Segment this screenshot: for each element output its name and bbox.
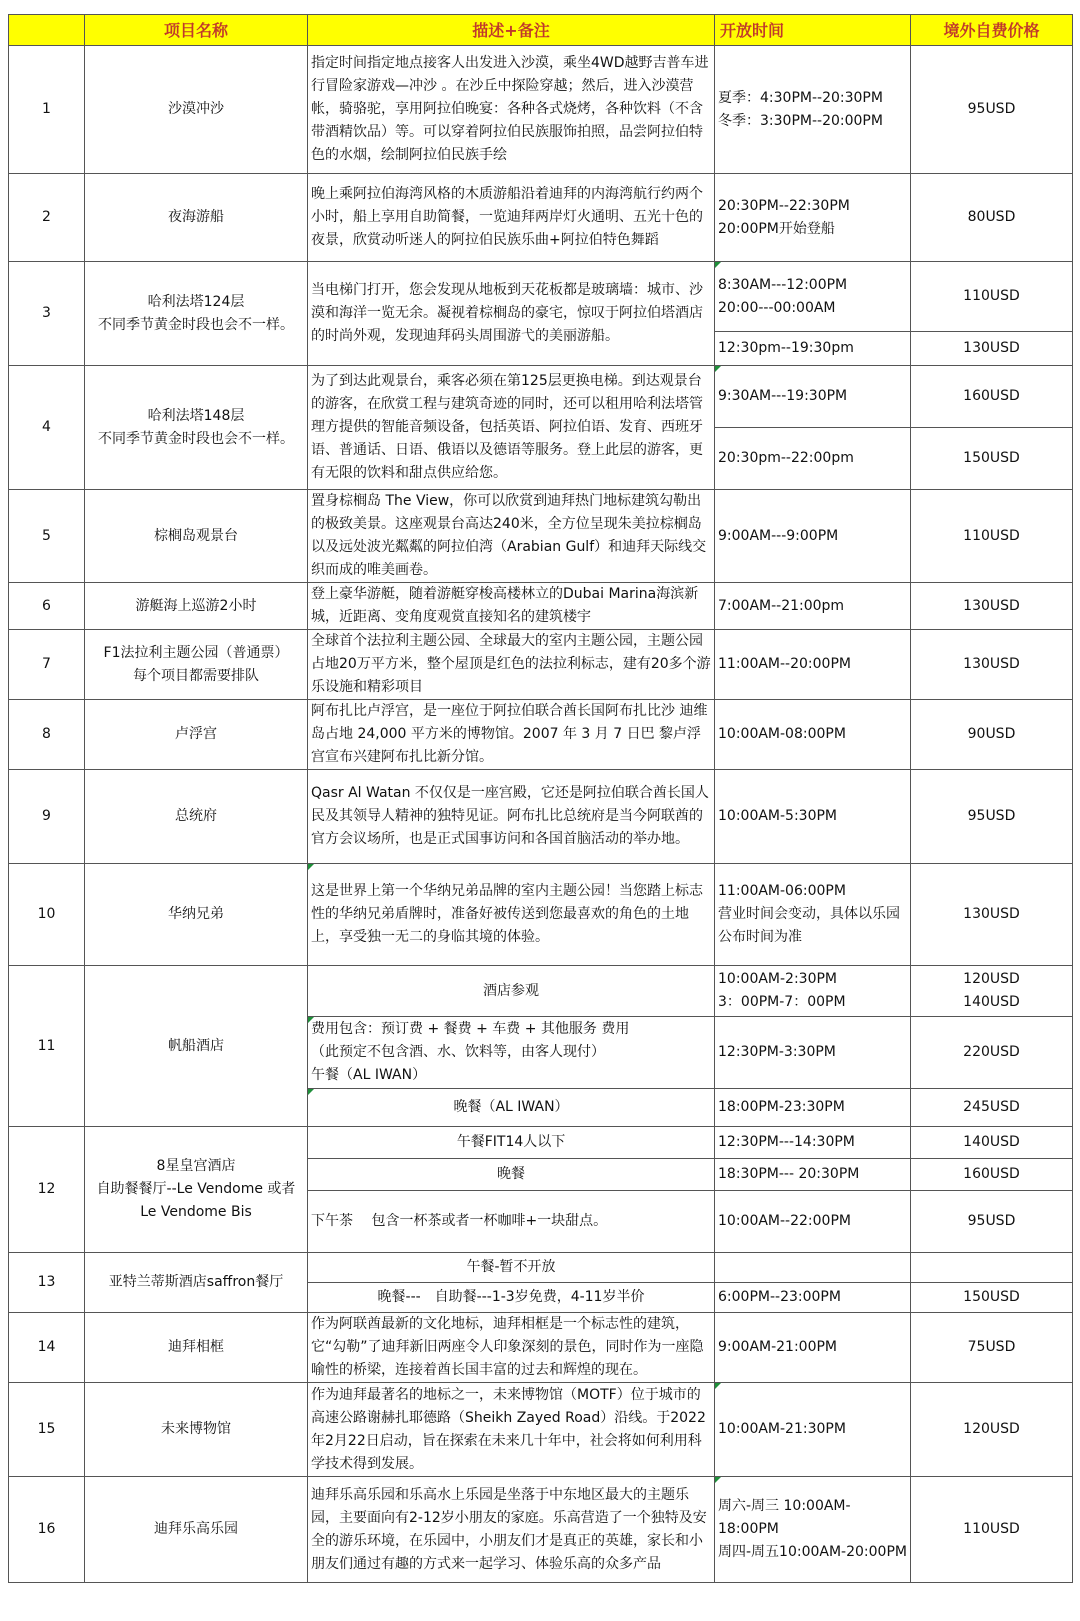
price: 110USD	[911, 262, 1073, 332]
name-line: 每个项目都需要排队	[133, 667, 259, 684]
sub-item-line: 午餐（AL IWAN）	[311, 1067, 427, 1083]
price: 130USD	[911, 583, 1073, 630]
item-name: 迪拜相框	[85, 1313, 308, 1383]
opening-time: 9:00AM---9:00PM	[715, 490, 911, 583]
time-line: 8:30AM---12:00PM	[718, 276, 848, 293]
row-number: 5	[9, 490, 85, 583]
name-line: 哈利法塔124层	[147, 293, 245, 310]
opening-time: 10:00AM-5:30PM	[715, 770, 911, 864]
price: 150USD	[911, 1283, 1073, 1313]
opening-time-empty	[715, 1253, 911, 1283]
price: 110USD	[911, 490, 1073, 583]
opening-time: 12:30pm--19:30pm	[715, 332, 911, 366]
row-number: 9	[9, 770, 85, 864]
name-line: 哈利法塔148层	[147, 407, 245, 424]
item-name: 游艇海上巡游2小时	[85, 583, 308, 630]
sub-item: 午餐FIT14人以下	[308, 1127, 715, 1159]
price: 245USD	[911, 1089, 1073, 1127]
price: 160USD	[911, 366, 1073, 428]
price-line: 140USD	[963, 994, 1020, 1010]
name-line: 不同季节黄金时段也会不一样。	[98, 430, 294, 447]
price: 130USD	[911, 332, 1073, 366]
table-row	[9, 583, 1073, 630]
item-name: 夜海游船	[85, 174, 308, 262]
row-number: 3	[9, 262, 85, 366]
sub-item-line: 费用包含：预订费 + 餐费 + 车费 + 其他服务 费用	[311, 1021, 630, 1037]
time-line: 周四-周五10:00AM-20:00PM	[718, 1544, 907, 1560]
sub-item: 晚餐（AL IWAN）	[308, 1089, 715, 1127]
opening-time: 6:00PM--23:00PM	[715, 1283, 911, 1313]
time-line: 营业时间会变动，具体以乐园公布时间为准	[718, 906, 900, 945]
row-number: 6	[9, 583, 85, 630]
opening-time	[715, 966, 911, 1017]
table-row	[9, 630, 1073, 700]
table-row	[9, 864, 1073, 966]
item-description: Qasr Al Watan 不仅仅是一座宫殿，它还是阿拉伯联合酋长国人民及其领导人精神的独特见证。阿布扎比总统府是当今阿联酋的官方会议场所，也是正式国事访问和各国首脑活动的举办地。	[308, 770, 715, 864]
table-row	[9, 1477, 1073, 1583]
price: 140USD	[911, 1127, 1073, 1159]
time-line: 冬季：3:30PM--20:00PM	[718, 112, 883, 129]
price: 160USD	[911, 1159, 1073, 1191]
table-row	[9, 366, 1073, 428]
item-name: 沙漠冲沙	[85, 46, 308, 174]
price	[911, 966, 1073, 1017]
opening-time: 10:00AM--22:00PM	[715, 1191, 911, 1253]
price: 95USD	[911, 770, 1073, 864]
header-no	[9, 15, 85, 46]
item-name	[85, 366, 308, 490]
item-description: 为了到达此观景台，乘客必须在第125层更换电梯。到达观景台的游客，在欣赏工程与建筑奇迹的同时，还可以租用哈利法塔管理方提供的智能音频设备，包括英语、阿拉伯语、发育、西班牙语、普通话、日语、俄语以及德语等服务。登上此层的游客，更有无限的饮料和甜点供应给您。	[308, 366, 715, 490]
item-description: 阿布扎比卢浮宫，是一座位于阿拉伯联合酋长国阿布扎比沙 迪维岛占地 24,000 平方米的博物馆。2007 年 3 月 7 日巴 黎卢浮宫宣布兴建阿布扎比新分馆。	[308, 700, 715, 770]
row-number: 14	[9, 1313, 85, 1383]
table-row	[9, 1383, 1073, 1477]
price: 95USD	[911, 1191, 1073, 1253]
item-description: 当电梯门打开，您会发现从地板到天花板都是玻璃墙：城市、沙漠和海洋一览无余。凝视着棕榈岛的豪宅，惊叹于阿拉伯塔酒店的时尚外观，发现迪拜码头周围游弋的美丽游船。	[308, 262, 715, 366]
price: 130USD	[911, 630, 1073, 700]
row-number: 16	[9, 1477, 85, 1583]
opening-time	[715, 1477, 911, 1583]
table-row	[9, 262, 1073, 332]
row-number: 11	[9, 966, 85, 1127]
price: 95USD	[911, 46, 1073, 174]
item-description: 作为迪拜最著名的地标之一，未来博物馆（MOTF）位于城市的高速公路谢赫扎耶德路（Sheikh Zayed Road）沿线。于2022年2月22日启动，旨在探索在未来几十年中，社会将如何利用科学技术得到发展。	[308, 1383, 715, 1477]
opening-time	[715, 46, 911, 174]
name-line: Le Vendome Bis	[140, 1204, 252, 1220]
opening-time: 7:00AM--21:00pm	[715, 583, 911, 630]
table-row	[9, 46, 1073, 174]
sub-item: 晚餐--- 自助餐---1-3岁免费，4-11岁半价	[308, 1283, 715, 1313]
price: 220USD	[911, 1017, 1073, 1089]
item-name: 亚特兰蒂斯酒店saffron餐厅	[85, 1253, 308, 1313]
price-table	[8, 14, 1073, 1583]
time-line: 11:00AM-06:00PM	[718, 883, 846, 899]
header-desc: 描述+备注	[308, 15, 715, 46]
opening-time: 12:30PM---14:30PM	[715, 1127, 911, 1159]
header-price: 境外自费价格	[911, 15, 1073, 46]
opening-time: 9:00AM-21:00PM	[715, 1313, 911, 1383]
item-description: 全球首个法拉利主题公园、全球最大的室内主题公园，主题公园占地20万平方米，整个屋顶是红色的法拉利标志，建有20多个游乐设施和精彩项目	[308, 630, 715, 700]
row-number: 2	[9, 174, 85, 262]
price-line: 120USD	[963, 971, 1020, 987]
time-line: 周六-周三 10:00AM-18:00PM	[718, 1498, 851, 1537]
item-description: 迪拜乐高乐园和乐高水上乐园是坐落于中东地区最大的主题乐园，主要面向有2-12岁小朋友的家庭。乐高营造了一个独特及安全的游乐环境，在乐园中，小朋友们才是真正的英雄，家长和小朋友们通过有趣的方式来一起学习、体验乐高的众多产品	[308, 1477, 715, 1583]
opening-time	[715, 864, 911, 966]
item-description: 晚上乘阿拉伯海湾风格的木质游船沿着迪拜的内海湾航行约两个小时，船上享用自助简餐，一览迪拜两岸灯火通明、五光十色的夜景，欣赏动听迷人的阿拉伯民族乐曲+阿拉伯特色舞蹈	[308, 174, 715, 262]
price: 150USD	[911, 428, 1073, 490]
sub-item: 午餐-暂不开放	[308, 1253, 715, 1283]
row-number: 15	[9, 1383, 85, 1477]
item-name	[85, 262, 308, 366]
opening-time: 10:00AM-08:00PM	[715, 700, 911, 770]
opening-time: 9:30AM---19:30PM	[715, 366, 911, 428]
sub-item	[308, 1017, 715, 1089]
opening-time: 18:30PM--- 20:30PM	[715, 1159, 911, 1191]
time-line: 20:30PM--22:30PM	[718, 197, 850, 214]
item-name	[85, 630, 308, 700]
name-line: 8星皇宫酒店	[156, 1158, 236, 1174]
row-number: 7	[9, 630, 85, 700]
name-line: F1法拉利主题公园（普通票）	[103, 644, 289, 661]
opening-time: 12:30PM-3:30PM	[715, 1017, 911, 1089]
item-name: 总统府	[85, 770, 308, 864]
price: 90USD	[911, 700, 1073, 770]
item-name: 迪拜乐高乐园	[85, 1477, 308, 1583]
table-row	[9, 966, 1073, 1017]
header-row	[9, 15, 1073, 46]
item-name: 帆船酒店	[85, 966, 308, 1127]
price-empty	[911, 1253, 1073, 1283]
opening-time: 18:00PM-23:30PM	[715, 1089, 911, 1127]
table-row	[9, 1253, 1073, 1283]
opening-time	[715, 174, 911, 262]
time-line: 20:00PM开始登船	[718, 220, 835, 237]
opening-time: 11:00AM--20:00PM	[715, 630, 911, 700]
table-row	[9, 490, 1073, 583]
table-row	[9, 770, 1073, 864]
item-description: 作为阿联酋最新的文化地标，迪拜相框是一个标志性的建筑，它“勾勒”了迪拜新旧两座令人印象深刻的景色，同时作为一座隐喻性的桥梁，连接着酋长国丰富的过去和辉煌的现在。	[308, 1313, 715, 1383]
price: 120USD	[911, 1383, 1073, 1477]
time-line: 10:00AM-2:30PM	[718, 971, 838, 987]
name-line: 不同季节黄金时段也会不一样。	[98, 316, 294, 333]
time-line: 夏季：4:30PM--20:30PM	[718, 89, 883, 106]
header-name: 项目名称	[85, 15, 308, 46]
sub-item: 晚餐	[308, 1159, 715, 1191]
opening-time: 10:00AM-21:30PM	[715, 1383, 911, 1477]
price: 130USD	[911, 864, 1073, 966]
time-line: 3：00PM-7：00PM	[718, 994, 846, 1010]
row-number: 12	[9, 1127, 85, 1253]
table-row	[9, 174, 1073, 262]
opening-time	[715, 262, 911, 332]
item-description: 指定时间指定地点接客人出发进入沙漠，乘坐4WD越野吉普车进行冒险家游戏—冲沙 。在沙丘中探险穿越；然后，进入沙漠营帐，骑骆驼，享用阿拉伯晚宴：各种各式烧烤，各种饮料（不含带酒精饮品）等。可以穿着阿拉伯民族服饰拍照，品尝阿拉伯特色的水烟，绘制阿拉伯民族手绘	[308, 46, 715, 174]
opening-time: 20:30pm--22:00pm	[715, 428, 911, 490]
price: 80USD	[911, 174, 1073, 262]
item-description: 登上豪华游艇，随着游艇穿梭高楼林立的Dubai Marina海滨新城，近距离、变角度观赏直接知名的建筑楼宇	[308, 583, 715, 630]
name-line: 自助餐餐厅--Le Vendome 或者	[96, 1181, 296, 1197]
table-row	[9, 1127, 1073, 1159]
sub-item-line: （此预定不包含酒、水、饮料等，由客人现付）	[311, 1044, 605, 1060]
table-row	[9, 700, 1073, 770]
item-name: 华纳兄弟	[85, 864, 308, 966]
item-description: 置身棕榈岛 The View，你可以欣赏到迪拜热门地标建筑勾勒出的极致美景。这座观景台高达240米，全方位呈现朱美拉棕榈岛以及远处波光粼粼的阿拉伯湾（Arabian Gulf）和迪拜天际线交织而成的唯美画卷。	[308, 490, 715, 583]
item-name	[85, 1127, 308, 1253]
sub-item: 下午茶 包含一杯茶或者一杯咖啡+一块甜点。	[308, 1191, 715, 1253]
price: 110USD	[911, 1477, 1073, 1583]
item-name: 未来博物馆	[85, 1383, 308, 1477]
row-number: 8	[9, 700, 85, 770]
sub-item: 酒店参观	[308, 966, 715, 1017]
item-description: 这是世界上第一个华纳兄弟品牌的室内主题公园！当您踏上标志性的华纳兄弟盾牌时，准备好被传送到您最喜欢的角色的土地上，享受独一无二的身临其境的体验。	[308, 864, 715, 966]
table-row	[9, 1313, 1073, 1383]
row-number: 13	[9, 1253, 85, 1313]
row-number: 1	[9, 46, 85, 174]
price: 75USD	[911, 1313, 1073, 1383]
header-time: 开放时间	[715, 15, 911, 46]
row-number: 10	[9, 864, 85, 966]
item-name: 棕榈岛观景台	[85, 490, 308, 583]
time-line: 20:00---00:00AM	[718, 299, 836, 316]
row-number: 4	[9, 366, 85, 490]
item-name: 卢浮宫	[85, 700, 308, 770]
